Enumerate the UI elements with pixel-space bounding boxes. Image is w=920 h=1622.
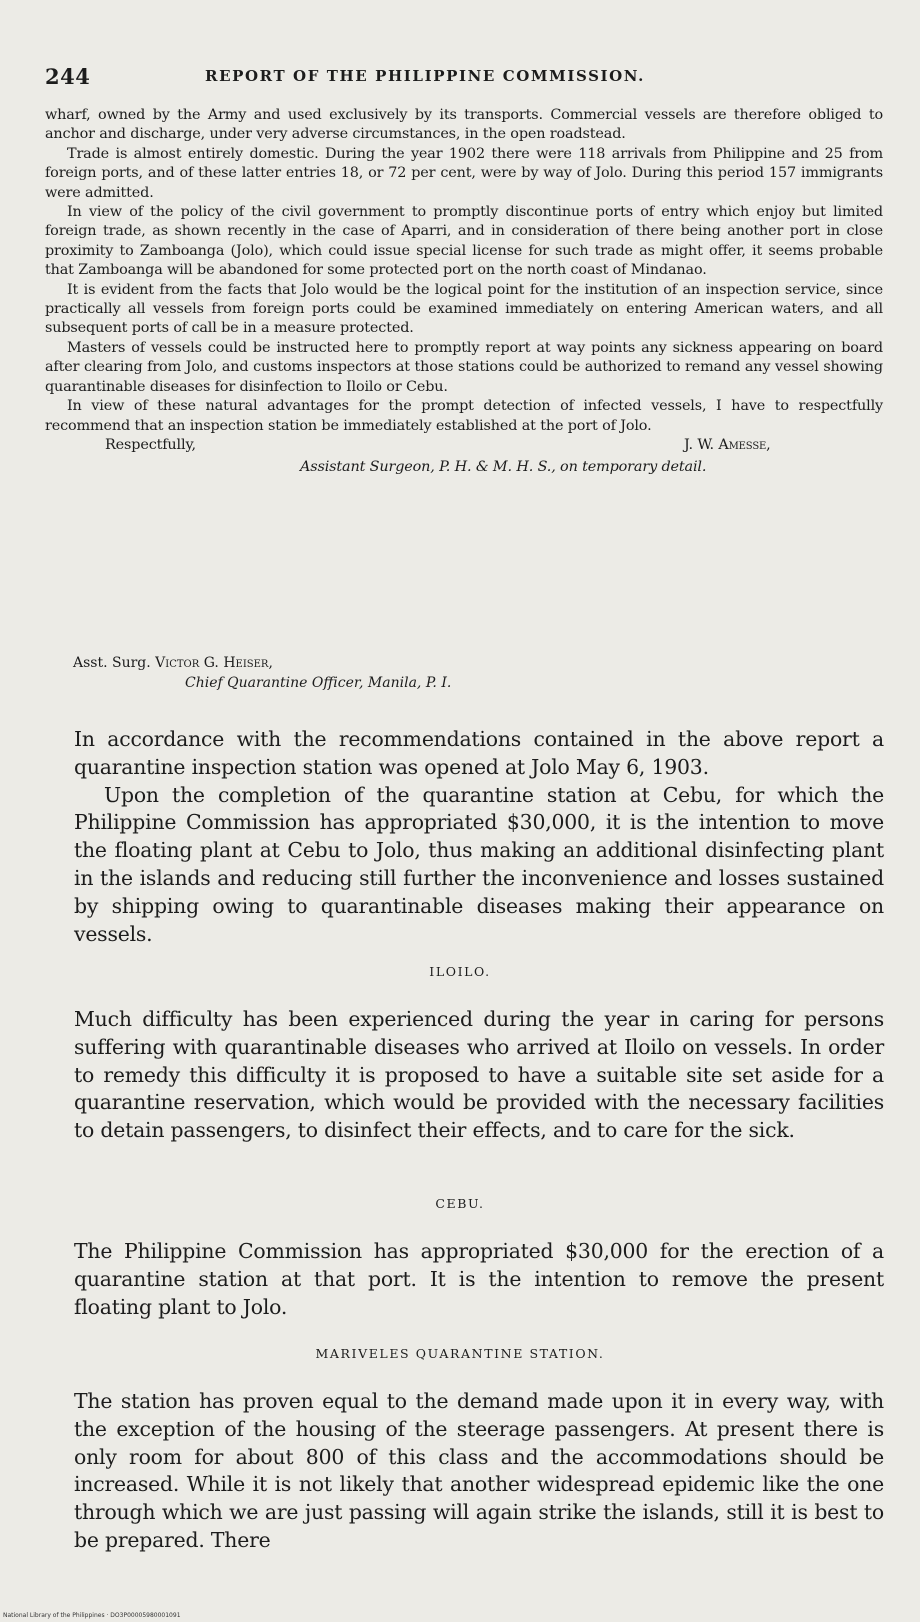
report-paragraph: In view of the policy of the civil government to promptly discontinue ports of entry which enjoy but limited foreign trade, as shown recently in the case of Aparri, and in consideration of there being another port in close proximity to Zamboanga (Jolo), which could issue special license for such trade as might offer, it seems probable that Zamboanga will be abandoned for some protected port on the north coast of Mindanao.: [45, 204, 883, 279]
addressee-prefix: Asst. Surg.: [73, 655, 151, 671]
section-iloilo: [74, 1006, 884, 1145]
addressee-name: Victor G. Heiser,: [155, 655, 273, 671]
body-paragraph: The Philippine Commission has appropriated $30,000 for the erection of a quarantine station at that port. It is the intention to remove the present floating plant to Jolo.: [74, 1239, 884, 1319]
section-mariveles: [74, 1388, 884, 1555]
body-paragraph: Upon the completion of the quarantine station at Cebu, for which the Philippine Commission has appropriated $30,000, it is the intention to move the floating plant at Cebu to Jolo, thus making an additional disinfecting plant in the islands and reducing still further the inconvenience and losses sustained by shipping owing to quarantinable diseases making their appearance on vessels.: [74, 782, 884, 946]
body-paragraph: The station has proven equal to the demand made upon it in every way, with the exception of the housing of the steerage passengers. At present there is only room for about 800 of this class and the accommodations should be increased. While it is not likely that another widespread epidemic like the one through which we are just passing will again strike the islands, still it is best to be prepared. There: [74, 1389, 884, 1552]
report-paragraph: Masters of vessels could be instructed here to promptly report at way points any sickness appearing on board after clearing from Jolo, and customs inspectors at those stations could be authorized to remand any vessel showing quarantinable diseases for disinfection to Iloilo or Cebu.: [45, 339, 883, 395]
page-header: [45, 64, 880, 90]
report-paragraph: wharf, owned by the Army and used exclusively by its transports. Commercial vessels are therefore obliged to anchor and discharge, under very adverse circumstances, in the open roadstead.: [45, 107, 883, 143]
signer-name: J. W. Amesse,: [684, 436, 771, 453]
signer-title: Assistant Surgeon, P. H. & M. H. S., on temporary detail.: [300, 458, 707, 475]
section-heading-mariveles: MARIVELES QUARANTINE STATION.: [315, 1346, 605, 1361]
addressee-title: Chief Quarantine Officer, Manila, P. I.: [185, 675, 452, 691]
section-cebu: [74, 1238, 884, 1321]
body-paragraph: Much difficulty has been experienced during the year in caring for persons suffering with quarantinable diseases who arrived at Iloilo on vessels. In order to remedy this difficulty it is proposed to have a suitable site set aside for a quarantine reservation, which would be provided with the necessary facilities to detain passengers, to disinfect their effects, and to care for the sick.: [74, 1007, 884, 1143]
page-number: 244: [45, 64, 91, 89]
report-paragraph: In view of these natural advantages for the prompt detection of infected vessels, I have to respectfully recommend that an inspection station be immediately established at the port of Jolo.: [45, 398, 883, 434]
addressee-block: [73, 653, 451, 693]
section-heading-cebu: CEBU.: [435, 1196, 485, 1211]
quoted-report: [45, 106, 883, 480]
scan-credit: National Library of the Philippines · DO3P00005980001091: [3, 1612, 181, 1619]
intro-text: [74, 726, 884, 948]
closing: Respectfully,: [105, 436, 196, 453]
signature-block: [45, 436, 883, 480]
section-heading-iloilo: ILOILO.: [429, 964, 491, 979]
report-paragraph: Trade is almost entirely domestic. During the year 1902 there were 118 arrivals from Philippine and 25 from foreign ports, and of these latter entries 18, or 72 per cent, were by way of Jolo. During this period 157 immigrants were admitted.: [45, 145, 883, 201]
running-head: REPORT OF THE PHILIPPINE COMMISSION.: [205, 67, 645, 85]
body-paragraph: In accordance with the recommendations contained in the above report a quarantine inspection station was opened at Jolo May 6, 1903.: [74, 727, 884, 779]
report-paragraph: It is evident from the facts that Jolo would be the logical point for the institution of an inspection service, since practically all vessels from foreign ports could be examined immediately on entering American waters, and all subsequent ports of call be in a measure protected.: [45, 281, 883, 337]
